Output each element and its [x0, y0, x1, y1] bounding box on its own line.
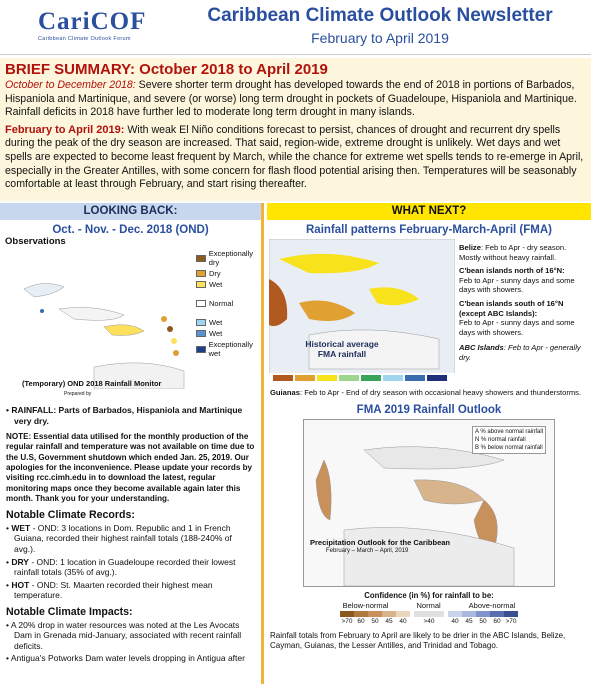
looking-back-column — [0, 203, 264, 684]
summary-p1-text: Severe shorter term drought has developed towards the end of 2018 in portions of Barbados, Hispaniola and Martinique, and severe (or worse) long term drought in pockets of Guadeloupe, Hispaniola and Martinique. Rainfall deficits in 2018 have further led to moderate long term drought in many islands. — [5, 79, 577, 119]
fma-patterns-section — [267, 239, 591, 387]
legend-row — [196, 318, 264, 327]
outlook-legend-item: N % normal rainfall — [475, 436, 526, 443]
south-lead: C'bean islands south of 16°N (except ABC Islands): — [459, 298, 564, 318]
legend-row — [196, 249, 264, 267]
records-heading: Notable Climate Records: — [6, 509, 135, 522]
summary-paragraph-1 — [5, 79, 586, 120]
looking-back-bar: LOOKING BACK: — [0, 203, 261, 220]
record-tag: DRY — [11, 556, 29, 567]
map1-caption: Historical average FMA rainfall — [305, 339, 379, 359]
legend-label: Dry — [209, 269, 221, 278]
south-text: Feb to Apr - sunny days and some days with showers. — [459, 318, 575, 337]
brief-summary — [0, 58, 591, 201]
legend-row — [196, 329, 264, 338]
patterns-title: Rainfall patterns February-March-April (FMA) — [306, 224, 552, 236]
ond-map-graphic — [4, 249, 196, 389]
conf-value: >40 — [423, 617, 435, 625]
newsletter-subtitle: February to April 2019 — [311, 30, 449, 46]
patterns-text — [459, 243, 589, 363]
legend-label: Wet — [209, 280, 223, 289]
confidence-scale — [267, 611, 591, 617]
outlook-legend-item: B % below normal rainfall — [475, 444, 543, 451]
conf-value: >70 — [505, 617, 517, 625]
legend-label: Wet — [209, 329, 223, 338]
outlook-caption-2: February – March – April, 2019 — [326, 547, 409, 554]
conf-group: Below-normal — [342, 600, 389, 610]
legend-label: Exceptionally wet — [208, 340, 253, 358]
legend-label: Exceptionally dry — [208, 249, 253, 267]
confidence-groups — [267, 601, 591, 610]
legend-row — [196, 299, 264, 308]
rainfall-bullet-text: RAINFALL: Parts of Barbados, Hispaniola and Martinique very dry. — [11, 405, 243, 426]
legend-row — [196, 280, 264, 289]
belize-lead: Belize — [459, 243, 481, 252]
legend-label: Normal — [209, 299, 234, 308]
south-block — [459, 299, 589, 337]
newsletter-header — [0, 0, 591, 55]
belize-text: : Feb to Apr - dry season. Mostly without heavy rainfall. — [459, 243, 567, 262]
summary-p2-lead: February to April 2019: — [5, 123, 125, 136]
impacts-heading: Notable Climate Impacts: — [6, 606, 133, 619]
confidence-label: Confidence (in %) for rainfall to be: — [364, 590, 494, 600]
impact-text: Antigua's Potworks Dam water levels dropping in Antigua after — [10, 653, 245, 664]
conf-group: Normal — [416, 600, 441, 610]
abc-text: : Feb to Apr - generally dry. — [459, 343, 581, 362]
guianas-text: : Feb to Apr - End of dry season with occasional heavy showers and thunderstorms. — [299, 388, 582, 397]
logo-tagline: Caribbean Climate Outlook Forum — [38, 36, 131, 42]
north-text: Feb to Apr - sunny days and some days with showers. — [459, 275, 575, 295]
conf-value: 50 — [371, 617, 379, 625]
summary-heading: BRIEF SUMMARY: October 2018 to April 2019 — [5, 61, 328, 78]
data-note: NOTE: Essential data utilised for the monthly production of the regular rainfall and temperature was not available on time due to the U.S, Government shutdown which ended Jan. 25, 2019. Our apologies for the inconvenience. Please update your records by visiting rcc.cimh.edu in to download the latest, regular monitoring maps once they become available again later this month. Thank you for your understanding. — [6, 432, 255, 503]
conf-value: 40 — [451, 617, 459, 625]
belize-line — [459, 243, 589, 262]
summary-paragraph-2 — [5, 124, 586, 192]
what-next-column — [267, 203, 591, 684]
conf-value: 50 — [479, 617, 487, 625]
looking-back-text — [0, 405, 261, 664]
record-tag: WET — [11, 522, 31, 533]
map-caption: (Temporary) OND 2018 Rainfall Monitor — [22, 379, 162, 388]
record-tag: HOT — [11, 579, 30, 590]
observations-legend — [196, 249, 264, 359]
record-item: • DRY - OND: 1 location in Guadeloupe recorded their lowest rainfall totals (35% of avg.). — [6, 556, 236, 578]
conf-value: 60 — [357, 617, 365, 625]
newsletter-title: Caribbean Climate Outlook Newsletter — [207, 5, 553, 26]
newsletter-title-block — [170, 5, 590, 46]
outlook-caption: Precipitation Outlook for the Caribbean — [310, 537, 451, 547]
map-prepared: Prepared by — [64, 391, 92, 397]
historical-fma-map — [269, 239, 455, 385]
rainfall-bullet: • RAINFALL: Parts of Barbados, Hispaniola and Martinique very dry. — [6, 405, 243, 426]
record-item: • WET - OND: 3 locations in Dom. Republic and 1 in French Guiana, recorded their highest rainfall totals (188-240% of avg.). — [6, 522, 232, 555]
legend-row — [196, 340, 264, 358]
abc-block — [459, 343, 589, 362]
conf-value: 40 — [399, 617, 407, 625]
logo-text: CariCOF — [38, 8, 147, 35]
caricof-logo — [38, 8, 156, 48]
impact-item: • A 20% drop in water resources was noted at the Les Avocats Dam in Grenada mid-January, associated with recent rainfall deficits. — [6, 619, 242, 651]
outlook-legend — [472, 426, 546, 454]
guianas-lead: Guianas — [270, 388, 300, 397]
legend-label: Wet — [209, 318, 223, 327]
conf-value: >70 — [341, 617, 353, 625]
outlook-title: FMA 2019 Rainfall Outlook — [356, 403, 502, 416]
fma-outlook-map — [303, 419, 555, 587]
conf-group: Above-normal — [468, 600, 516, 610]
outlook-legend-item: A % above normal rainfall — [475, 428, 544, 435]
conf-value: 60 — [493, 617, 501, 625]
legend-row — [196, 269, 264, 278]
what-next-bar: WHAT NEXT? — [267, 203, 591, 220]
north-block — [459, 266, 589, 295]
rainfall-monitor-map — [4, 249, 257, 397]
summary-p1-lead: October to December 2018: — [5, 79, 136, 91]
record-text: - OND: 3 locations in Dom. Republic and 1 in French Guiana, recorded their highest rainfall totals (188-240% of avg.). — [14, 522, 232, 555]
impact-item: • Antigua's Potworks Dam water levels dropping in Antigua after — [6, 653, 245, 664]
confidence-values — [267, 618, 591, 625]
abc-lead: ABC Islands — [459, 343, 504, 353]
impact-text: A 20% drop in water resources was noted at the Les Avocats Dam in Grenada mid-January, associated with recent rainfall deficits. — [10, 619, 242, 651]
guianas-line — [267, 388, 591, 398]
record-item: • HOT - OND: St. Maarten recorded their highest mean temperature. — [6, 579, 213, 601]
summary-p2-text: With weak El Niño conditions forecast to persist, chances of drought and recurrent dry spells during the peak of the dry season are increased. That said, region-wide, extreme drought is unlikely. Wet days and wet spells are expected to become least frequent by March, while the chance for extreme wet spells tends to re-emerge in April, especially in the Greater Antilles, with some concern for flash flood potential arising then. Temperatures will be seasonably comfortable at least through February, and start rising thereafter. — [5, 123, 584, 191]
observations-label: Observations — [5, 236, 66, 247]
record-text: - OND: St. Maarten recorded their highest mean temperature. — [14, 579, 213, 601]
record-text: - OND: 1 location in Guadeloupe recorded their lowest rainfall totals (35% of avg.). — [14, 556, 236, 578]
outlook-bottom-text: Rainfall totals from February to April are likely to be drier in the ABC Islands, Belize, Cayman, Guianas, the Lesser Antilles, and Trinidad and Tobago. — [270, 630, 566, 650]
period-title: Oct. - Nov. - Dec. 2018 (OND) — [52, 224, 209, 236]
conf-value: 45 — [385, 617, 393, 625]
north-lead: C'bean islands north of 16°N: — [459, 266, 565, 276]
conf-value: 45 — [465, 617, 473, 625]
